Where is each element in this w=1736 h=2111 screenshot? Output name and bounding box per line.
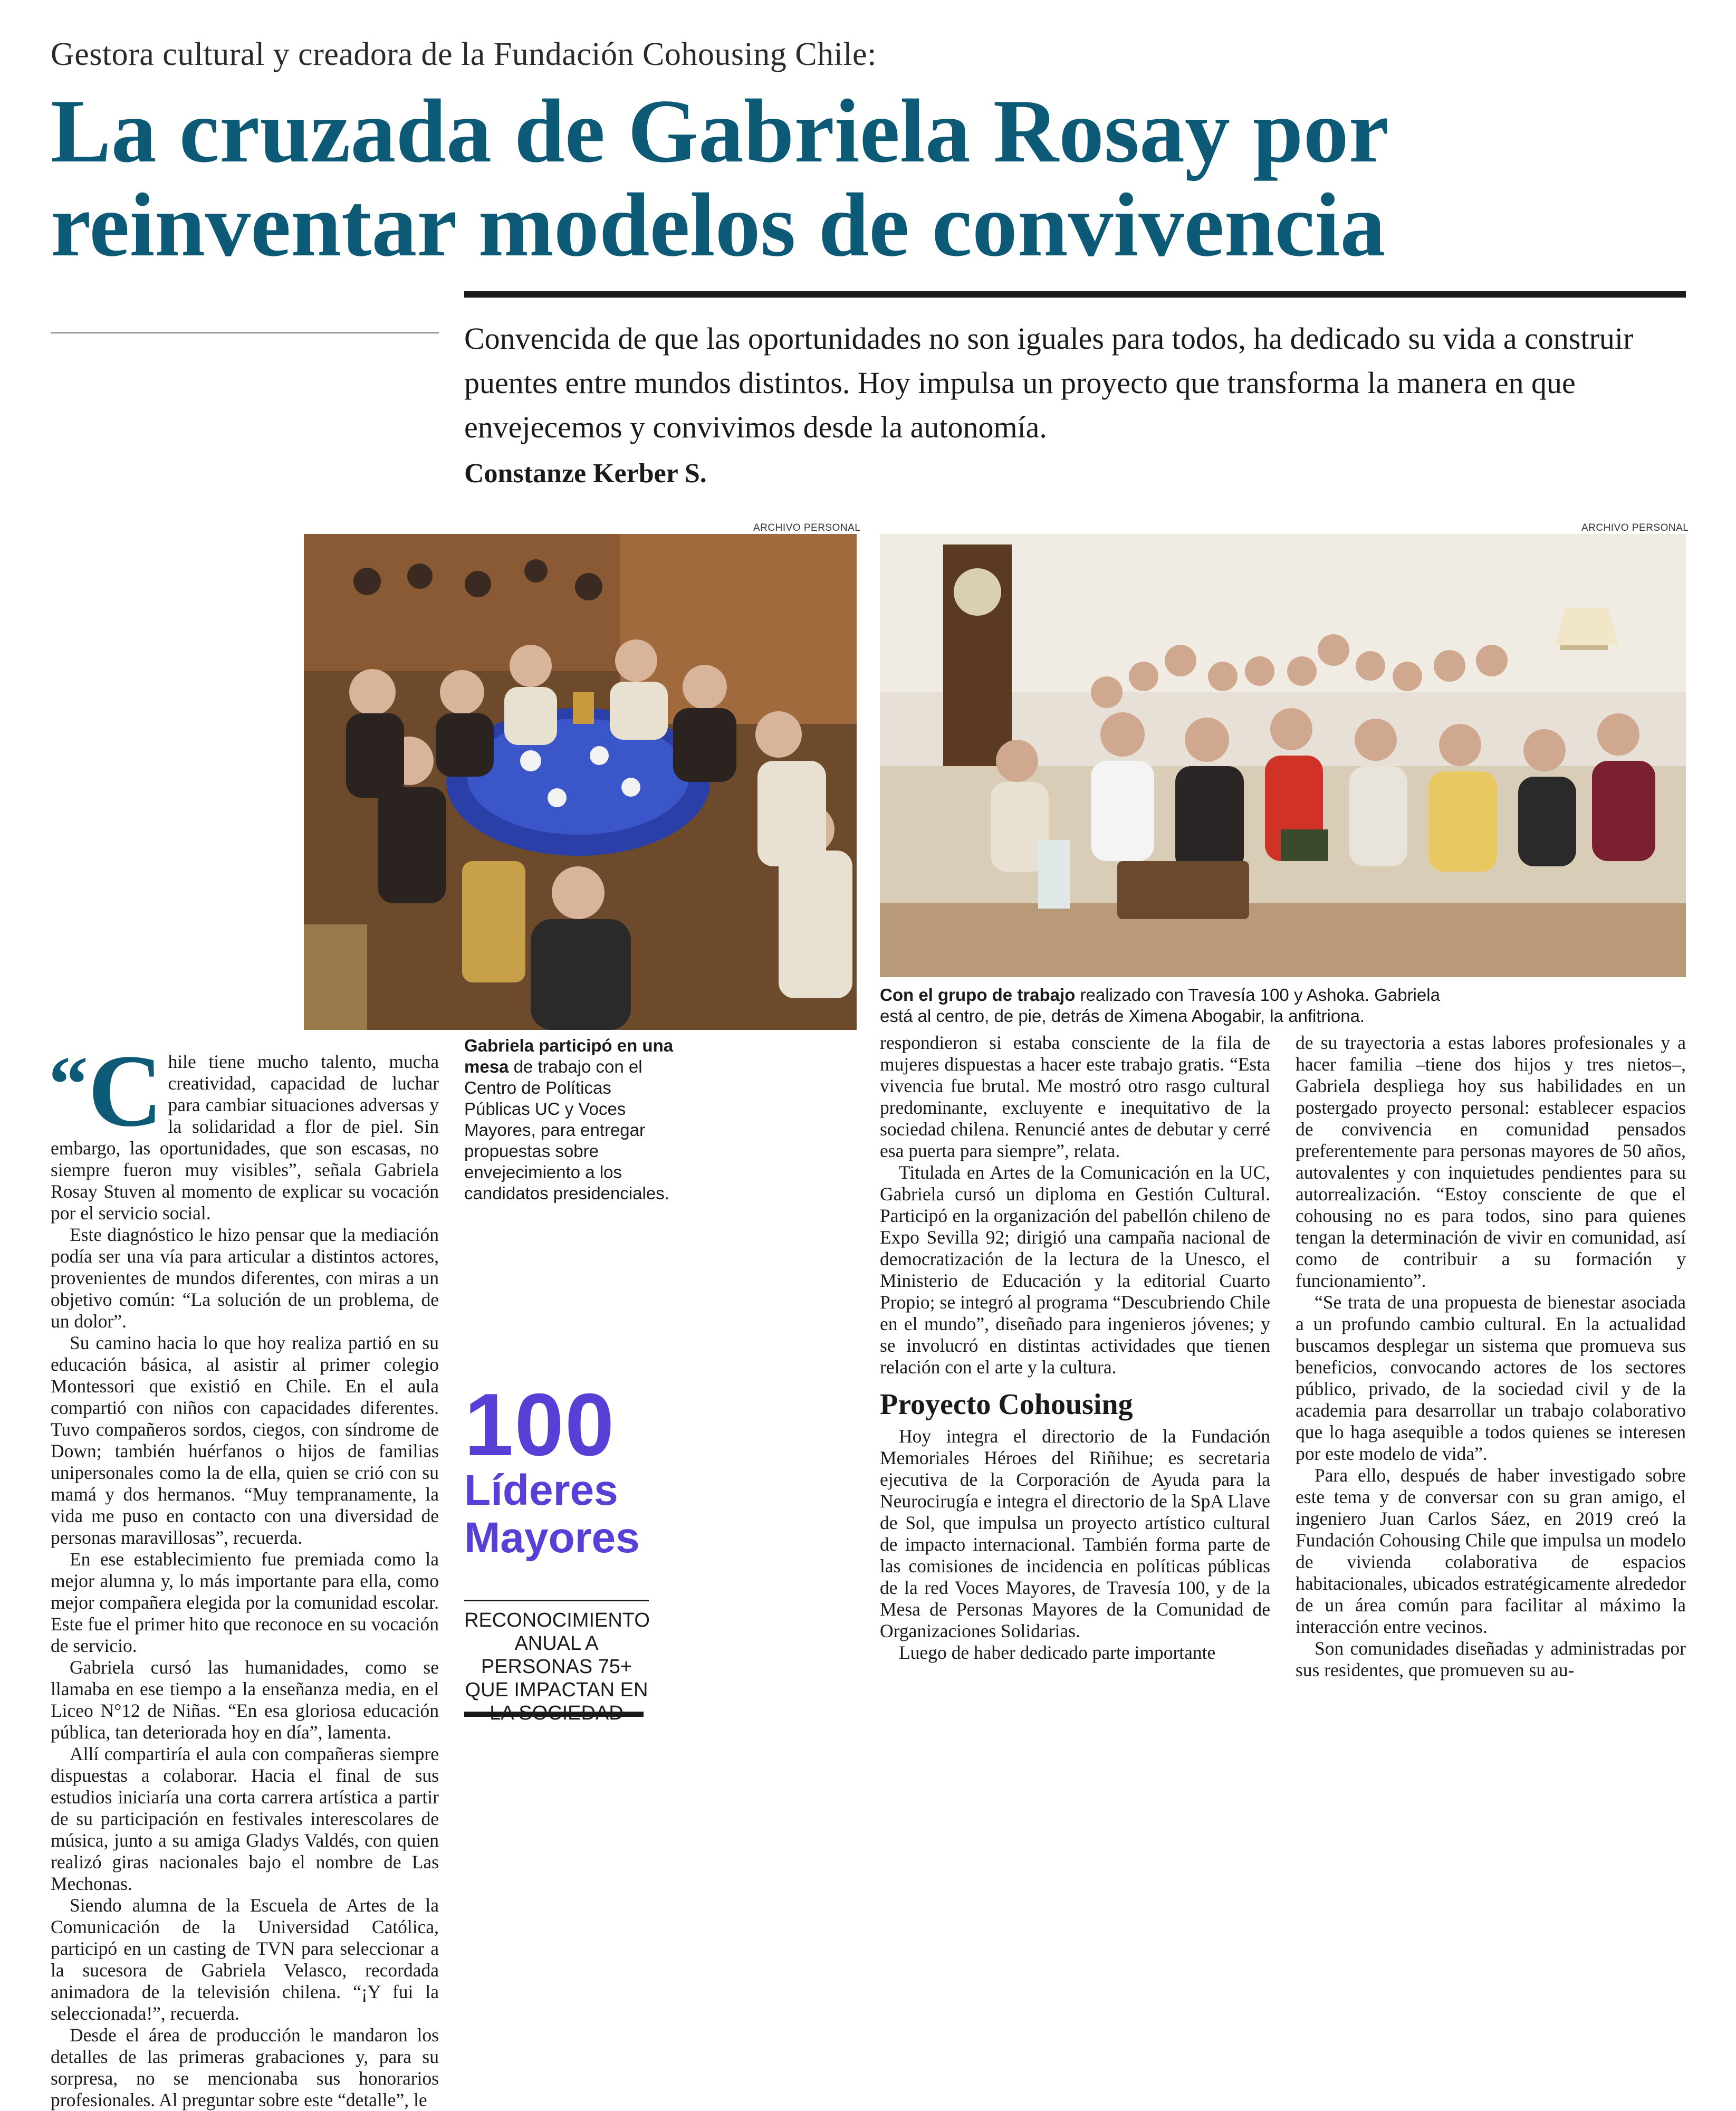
article-paragraph: “Se trata de una propuesta de bienestar asociada a un profundo cambio cultural. En la actualidad buscamos desplegar un sistema que promueva sus beneficios, convocando actores de los sectores público, privado, de la sociedad civil y de la academia para desarrollar un trabajo colaborativo que lo haga asequible a todos quienes se interesen por este modelo de vida”.: [1296, 1292, 1686, 1464]
article-paragraph: En ese establecimiento fue premiada como la mejor alumna y, lo más importante para ella, como mejor compañera elegida por la comunidad escolar. Este fue el primer hito que reconoce en su vocación de servicio.: [51, 1549, 439, 1656]
article-paragraph: Siendo alumna de la Escuela de Artes de la Comunicación de la Universidad Católica, participó en un casting de TVN para seleccionar a la sucesora de Gabriela Velasco, recordada animadora de la televisión chilena. “¡Y fui la seleccionada!”, recuerda.: [51, 1895, 439, 2024]
article-column-1: [49, 352, 439, 2110]
article-paragraph: de su trayectoria a estas labores profesionales y a hacer familia –tiene dos hijos y tres nietos–, Gabriela despliega hoy sus habilidades en un postergado proyecto personal: establecer espacios de convivencia en comunidad pensados preferentemente para personas mayores de 50 años, autovalentes y con inquietudes pendientes para su autorrealización. “Estoy consciente de que el cohousing no es para todos, sino para quienes tengan la determinación de vivir en comunidad, así como de contribuir a su formación y funcionamiento”.: [1296, 1032, 1686, 1291]
photo-caption-2: [880, 985, 1460, 1027]
kicker: Gestora cultural y creadora de la Fundación Cohousing Chile:: [51, 36, 877, 72]
article-paragraph: Allí compartiría el aula con compañeras siempre dispuestas a colaborar. Hacia el final de sus estudios iniciaría una corta carrera artística a partir de su participación en festivales interescolares de música, junto a su amiga Gladys Valdés, con quien realizó giras nacionales bajo el nombre de Las Mechonas.: [51, 1743, 439, 1894]
photo-credit: ARCHIVO PERSONAL: [1581, 522, 1689, 533]
dropcap-block: [49, 1034, 163, 1148]
caption-text: realizado con Travesía 100 y Ashoka. Gabriela está al centro, de pie, detrás de Ximena Abogabir, la anfitriona.: [880, 985, 1440, 1026]
article-column-3: [880, 1032, 1270, 1728]
paragraph-text: hile tiene mucho talento, mucha creatividad, capacidad de luchar para cambiar situaciones adversas y la solidaridad a flor de piel. Sin embargo, las oportunidades, que son escasas, no siempre fueron muy visibles”, señala Gabriela Rosay Stuven al momento de explicar su vocación por el servicio social.: [51, 1051, 439, 1224]
recognition-tagline: RECONOCIMIENTO ANUAL A PERSONAS 75+ QUE IMPACTAN EN: [464, 1600, 649, 1725]
quote-mark: “: [49, 1040, 88, 1128]
byline: Constanze Kerber S.: [464, 459, 707, 489]
article-paragraph: Para ello, después de haber investigado sobre este tema y de conversar con su gran amigo, el ingeniero Juan Carlos Sáez, en 2019 creó la Fundación Cohousing Chile que impulsa un modelo de vivienda colaborativa de espacios habitacionales, ubicados estratégicamente alrededor de un área común para facilitar al máximo la interacción entre vecinos.: [1296, 1465, 1686, 1637]
deck: Convencida de que las oportunidades no son iguales para todos, ha dedicado su vida a construir puentes entre mundos distintos. Hoy impulsa un proyecto que transforma la manera en que envejecemos y convivimos desde la autonomía.: [464, 321, 1634, 444]
dropcap: C: [88, 1034, 163, 1148]
headline: La cruzada de Gabriela Rosay por reinventar modelos de convivencia: [51, 81, 1387, 275]
article-paragraph: Este diagnóstico le hizo pensar que la mediación podía ser una vía para articular a distintos actores, provenientes de mundos diferentes, con miras a un objetivo común: “La solución de un problema, de un dolor”.: [51, 1224, 439, 1332]
deck-rule: [464, 291, 1686, 298]
photo-group-living-room: [880, 534, 1686, 977]
article-paragraph: Su camino hacia lo que hoy realiza partió en su educación básica, al asistir al primer colegio Montessori que existió en Chile. En el aula compartió con niños con capacidades diferentes. Tuvo compañeros sordos, ciegos, con síndrome de Down; también huérfanos o hijos de familias unipersonales como la de ella, quien se crió con su mamá y dos hermanos. “Muy tempranamente, la vida me puso en contacto con una diversidad de personas maravillosas”, recuerda.: [51, 1332, 439, 1548]
section-subhead: Proyecto Cohousing: [880, 1388, 1133, 1421]
caption-lead: Gabriela participó en una mesa: [464, 1036, 674, 1076]
lideres-mayores-logo: [464, 1375, 649, 1562]
logo-line-1: Líderes: [464, 1466, 618, 1514]
column-rule: [51, 332, 439, 333]
article-paragraph: Titulada en Artes de la Comunicación en la UC, Gabriela cursó un diploma en Gestión Cultural. Participó en la organización del pabellón chileno de Expo Sevilla 92; dirigió una campaña nacional de democratización de la lectura de la Unesco, el Ministerio de Educación y la editorial Cuarto Propio; se integró al programa “Descubriendo Chile en el mundo”, diseñado para ingenieros jóvenes; y se involucró en distintas actividades que tienen relación con el arte y la cultura.: [880, 1162, 1270, 1378]
logo-number: 100: [464, 1375, 616, 1474]
article-paragraph: Luego de haber dedicado parte importante: [899, 1642, 1216, 1663]
photo-wrap-space: [0, 511, 439, 1045]
caption-text: de trabajo con el Centro de Políticas Públicas UC y Voces Mayores, para entregar propuestas sobre envejecimiento a los candidatos presidenciales.: [464, 1057, 669, 1203]
photo-caption-1: [464, 1035, 675, 1204]
photo-credit: ARCHIVO PERSONAL: [753, 522, 861, 533]
caption-lead: Con el grupo de trabajo: [880, 985, 1076, 1005]
article-column-4: [1296, 1032, 1686, 1728]
article-paragraph: respondieron si estaba consciente de la fila de mujeres dispuestas a hacer este trabajo gratis. “Esta vivencia fue brutal. Me mostró otro rasgo cultural predominante, excluyente e inequitativo de la sociedad chilena. Renuncié antes de debutar y cerré esa puerta para siempre”, relata.: [880, 1032, 1270, 1161]
article-paragraph: Hoy integra el directorio de la Fundación Memoriales Héroes del Riñihue; es secretaria ejecutiva de la Corporación de Ayuda para la Neurocirugía e integra el directorio de la SpA Llave de Sol, que impulsa un proyecto artístico cultural de impacto internacional. También forma parte de las comisiones de incidencia en políticas públicas de la red Voces Mayores, de Travesía 100, y de la Mesa de Personas Mayores de la Comunidad de Organizaciones Solidarias.: [880, 1426, 1270, 1641]
article-paragraph: Gabriela cursó las humanidades, como se llamaba en ese tiempo a la enseñanza media, en el Liceo N°12 de Niñas. “En esa gloriosa educación pública, tan deteriorada hoy en día”, lamenta.: [51, 1657, 439, 1743]
article-paragraph: Desde el área de producción le mandaron los detalles de las primeras grabaciones y, para su sorpresa, no se mencionaba sus honorarios profesionales. Al preguntar sobre este “detalle”, le: [51, 2024, 439, 2110]
logo-line-2: Mayores: [464, 1514, 640, 1562]
tagline-rule: [464, 1712, 644, 1717]
article-paragraph: Son comunidades diseñadas y administradas por sus residentes, que promueven su au-: [1296, 1638, 1686, 1680]
